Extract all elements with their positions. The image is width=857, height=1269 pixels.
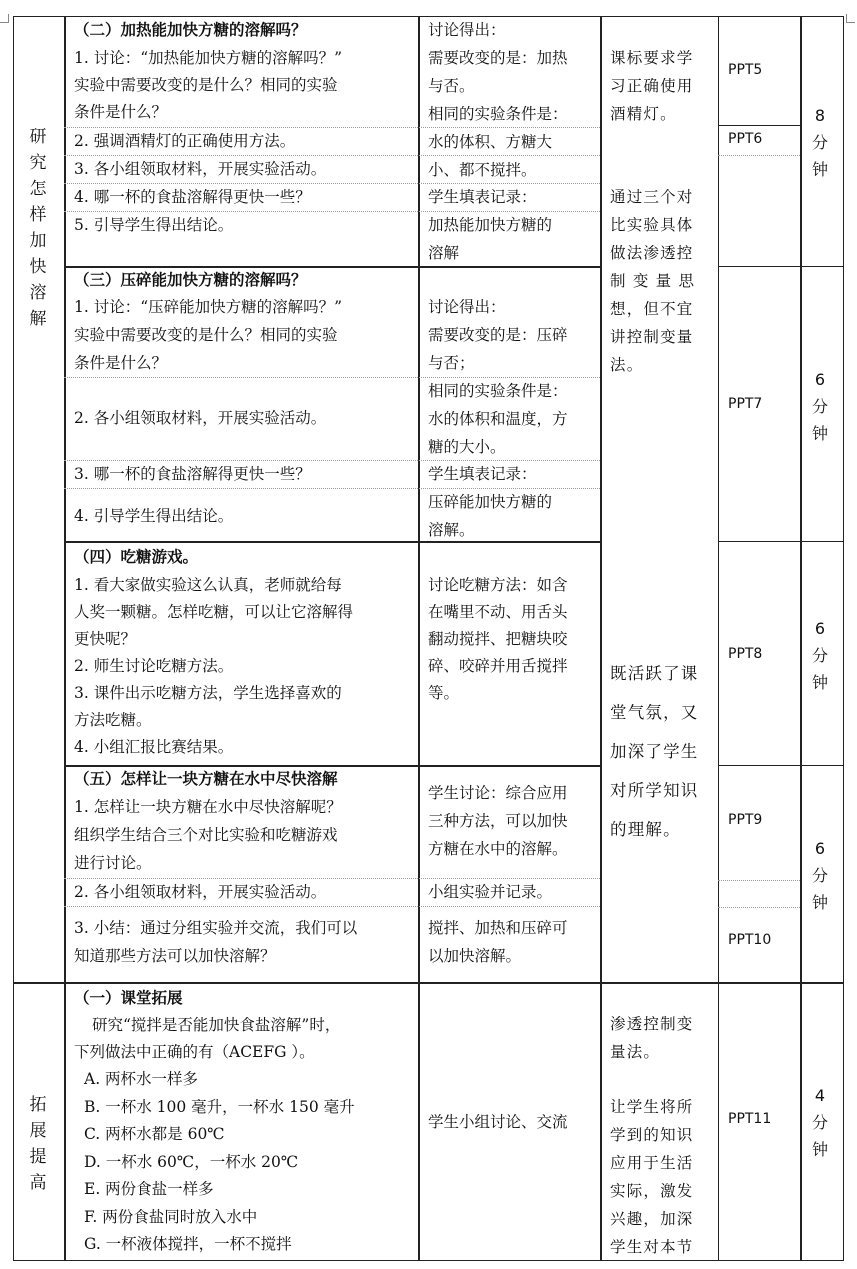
step-line: 4. 哪一杯的食盐溶解得更快一些？ <box>74 188 311 206</box>
student-activity-line: 三种方法，可以加快 <box>428 812 568 830</box>
student-activity-line: 方糖在水中的溶解。 <box>428 840 568 858</box>
time-label: 6分钟 <box>811 370 828 443</box>
design-intent-line: 制 变 量 思 <box>610 272 696 290</box>
ppt-label: PPT8 <box>728 646 763 662</box>
student-activity-line: 讨论得出： <box>428 298 506 316</box>
table-border-vertical <box>64 16 66 1260</box>
step-line: 条件是什么？ <box>74 354 168 372</box>
step-line: 1. 看大家做实验这么认真，老师就给每 <box>74 576 342 594</box>
design-intent-line: 实际，激发 <box>610 1182 694 1200</box>
step-line: 知道那些方法可以加快溶解？ <box>74 947 276 965</box>
student-activity-line: 学生填表记录： <box>428 188 537 206</box>
student-activity-line: 与否。 <box>428 77 475 95</box>
table-row-divider <box>718 880 800 881</box>
student-activity-line: 等。 <box>428 684 460 702</box>
student-activity-line: 需要改变的是：压碎 <box>428 326 568 344</box>
option-line: D. 一杯水 60℃，一杯水 20℃ <box>84 1152 299 1171</box>
design-intent-line: 比实验具体 <box>610 216 694 234</box>
design-intent-line: 想，但不宜 <box>610 300 694 318</box>
student-activity-line: 在嘴里不动、用舌头 <box>428 603 568 621</box>
student-activity-line: 讨论得出： <box>428 21 506 39</box>
time-label: 6分钟 <box>811 839 828 912</box>
table-border-vertical <box>800 16 802 1260</box>
student-activity-line: 学生填表记录： <box>428 465 537 483</box>
ppt-label: PPT11 <box>728 1111 772 1127</box>
student-activity-line: 学生小组讨论、交流 <box>428 1113 568 1131</box>
option-line: E. 两份食盐一样多 <box>84 1180 214 1198</box>
table-border-horizontal <box>718 765 843 766</box>
ppt-label: PPT10 <box>728 932 772 948</box>
step-line: 3. 哪一杯的食盐溶解得更快一些？ <box>74 465 311 483</box>
option-line: A. 两杯水一样多 <box>84 1070 199 1088</box>
design-intent-line: 做法渗透控 <box>610 244 694 262</box>
design-intent-line: 兴趣，加深 <box>610 1210 694 1228</box>
option-line: F. 两份食盐同时放入水中 <box>84 1207 258 1226</box>
step-line: 3. 课件出示吃糖方法，学生选择喜欢的 <box>74 684 342 702</box>
section-label-research: 研究怎样加快溶解 <box>29 127 47 329</box>
design-intent-line: 让学生将所 <box>610 1098 694 1116</box>
step-line: 1. 讨论：“压碎能加快方糖的溶解吗？” <box>74 298 343 316</box>
step-line: 人奖一颗糖。怎样吃糖，可以让它溶解得 <box>74 603 354 621</box>
step-line: 5. 引导学生得出结论。 <box>74 216 234 234</box>
design-intent-line: 学到的知识 <box>610 1126 694 1144</box>
ppt-label: PPT5 <box>728 62 763 78</box>
table-border-horizontal <box>718 541 843 542</box>
table-border-horizontal <box>13 1260 844 1261</box>
design-intent-line: 量法。 <box>610 1043 661 1061</box>
design-intent-line: 学生对本节 <box>610 1238 694 1256</box>
design-intent-line: 酒精灯。 <box>610 105 677 123</box>
design-intent-line: 通过三个对 <box>610 188 694 206</box>
step-line: 实验中需要改变的是什么？相同的实验 <box>74 326 338 344</box>
design-intent-line: 的理解。 <box>610 820 681 839</box>
time-label: 4分钟 <box>811 1086 828 1159</box>
student-activity-line: 加热能加快方糖的 <box>428 216 553 234</box>
step-line: 3. 小结：通过分组实验并交流，我们可以 <box>74 919 358 937</box>
student-activity-line: 讨论吃糖方法：如含 <box>428 576 568 594</box>
table-border-vertical <box>843 16 844 1260</box>
table-border-vertical <box>600 16 602 1260</box>
step-line: 进行讨论。 <box>74 854 152 872</box>
step-line: 4. 引导学生得出结论。 <box>74 507 234 525</box>
table-border-vertical <box>718 16 719 1260</box>
part-title: （五）怎样让一块方糖在水中尽快溶解 <box>74 769 338 788</box>
student-activity-line: 相同的实验条件是： <box>428 105 568 123</box>
student-activity-line: 需要改变的是：加热 <box>428 49 568 67</box>
student-activity-line: 小组实验并记录。 <box>428 883 553 901</box>
step-line: 3. 各小组领取材料，开展实验活动。 <box>74 160 327 178</box>
time-label: 6分钟 <box>811 619 828 692</box>
student-activity-line: 溶解 <box>428 244 460 262</box>
step-line: 2. 各小组领取材料，开展实验活动。 <box>74 883 327 901</box>
table-row-divider <box>64 906 600 907</box>
part-title: （一）课堂拓展 <box>74 988 183 1007</box>
ppt-label: PPT7 <box>728 396 763 412</box>
design-intent-line: 渗透控制变 <box>610 1015 694 1033</box>
student-activity-line: 小、都不搅拌。 <box>428 161 537 179</box>
step-line: 条件是什么？ <box>74 103 168 121</box>
design-intent-line: 加深了学生 <box>610 742 699 761</box>
student-activity-line: 学生讨论：综合应用 <box>428 784 568 802</box>
design-intent-line: 既活跃了课 <box>610 664 699 683</box>
student-activity-line: 压碎能加快方糖的 <box>428 493 553 511</box>
design-intent-line: 课标要求学 <box>610 49 694 67</box>
table-border-vertical <box>13 16 14 1260</box>
step-line: 1. 怎样让一块方糖在水中尽快溶解呢？ <box>74 798 342 816</box>
option-line: G. 一杯液体搅拌，一杯不搅拌 <box>84 1235 292 1253</box>
step-line: 更快呢？ <box>74 630 137 648</box>
ppt-label: PPT9 <box>728 812 763 828</box>
ppt-label: PPT6 <box>728 131 763 147</box>
question-line: 研究“搅拌是否能加快食盐溶解”时， <box>92 1016 341 1034</box>
step-line: 实验中需要改变的是什么？相同的实验 <box>74 76 338 94</box>
step-line: 2. 各小组领取材料，开展实验活动。 <box>74 409 327 427</box>
table-row-divider <box>718 907 800 908</box>
student-activity-line: 水的体积、方糖大 <box>428 133 553 151</box>
design-intent-line: 堂气氛，又 <box>610 703 699 722</box>
step-line: 1. 讨论：“加热能加快方糖的溶解吗？” <box>74 49 343 67</box>
part-title: （三）压碎能加快方糖的溶解吗？ <box>74 270 307 289</box>
student-activity-line: 碎、咬碎并用舌搅拌 <box>428 657 568 675</box>
option-line: C. 两杯水都是 60℃ <box>84 1125 225 1143</box>
design-intent-line: 应用于生活 <box>610 1154 694 1172</box>
section-label-extend: 拓展提高 <box>29 1095 47 1193</box>
student-activity-line: 搅拌、加热和压碎可 <box>428 919 568 937</box>
table-border-horizontal <box>718 266 843 267</box>
option-line: B. 一杯水 100 毫升，一杯水 150 毫升 <box>84 1097 355 1116</box>
design-intent-line: 法。 <box>610 356 644 374</box>
student-activity-line: 糖的大小。 <box>428 438 506 456</box>
part-title: （四）吃糖游戏。 <box>74 547 199 566</box>
part-title: （二）加热能加快方糖的溶解吗？ <box>74 20 307 39</box>
student-activity-line: 相同的实验条件是： <box>428 382 568 400</box>
step-line: 2. 强调酒精灯的正确使用方法。 <box>74 132 296 150</box>
question-line: 下列做法中正确的有（ACEFG ）。 <box>74 1043 315 1061</box>
student-activity-line: 翻动搅拌、把糖块咬 <box>428 630 568 648</box>
design-intent-line: 讲控制变量 <box>610 328 694 346</box>
student-activity-line: 以加快溶解。 <box>428 947 522 965</box>
step-line: 4. 小组汇报比赛结果。 <box>74 738 234 756</box>
page-corner-mark <box>846 14 855 23</box>
student-activity-line: 与否； <box>428 354 475 372</box>
student-activity-line: 水的体积和温度，方 <box>428 410 568 428</box>
time-label: 8分钟 <box>811 106 828 179</box>
step-line: 方法吃糖。 <box>74 711 152 729</box>
step-line: 组织学生结合三个对比实验和吃糖游戏 <box>74 826 338 844</box>
step-line: 2. 师生讨论吃糖方法。 <box>74 657 234 675</box>
page-corner-mark <box>0 14 9 23</box>
table-border-horizontal <box>718 125 800 126</box>
table-border-vertical <box>418 16 420 1260</box>
design-intent-line: 习正确使用 <box>610 77 694 95</box>
design-intent-line: 对所学知识 <box>610 781 699 800</box>
table-row-divider <box>718 155 800 156</box>
student-activity-line: 溶解。 <box>428 521 475 539</box>
